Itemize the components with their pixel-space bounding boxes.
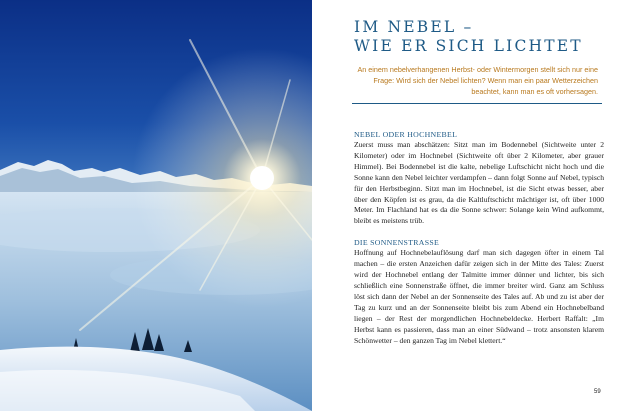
lead-paragraph-box: [352, 64, 602, 104]
chapter-title-line-2: WIE ER SICH LICHTET: [354, 37, 583, 55]
lead-paragraph: An einem nebelverhangenen Herbst- oder Wintermorgen stellt sich nur eine Frage: Wird sich der Nebel lichten? Wenn man ein paar Wetterzeichen beachtet, kann man es oft vorhersagen.: [357, 65, 598, 96]
section-heading-nebel: NEBEL ODER HOCHNEBEL: [354, 130, 458, 139]
body-text: [354, 129, 604, 346]
text-page: [312, 0, 624, 411]
page-number: 59: [594, 389, 601, 395]
section-text-sonnenstrasse: Hoffnung auf Hochnebelauflösung darf man sich dagegen öfter in einem Tal machen – die ersten Anzeichen dafür zeigen sich in der Mitte des Tales: Zuerst wird der Hochnebel entlang der Talmitte immer dünner und lichter, bis sich schließlich eine Sonnenstraße öffnet, die immer breiter wird. Ganz am Schluss löst sich dann der Nebel an der Sonnenseite des Tales auf. Ab und zu ist aber der Tag zu kurz und an der Sonnenseite bleibt bis zum Abend ein Hochnebelband liegen – der Rest der morgendlichen Hochnebeldecke. Herbert Raffalt: „Im Herbst kann es passieren, dass man an einer Südwand – trotz ansonsten klarem Schönwetter – den ganzen Tag im Nebel klettert.“: [354, 248, 604, 345]
section-heading-sonnenstrasse: DIE SONNENSTRASSE: [354, 238, 440, 248]
section-text-nebel: Zuerst muss man abschätzen: Sitzt man im Bodennebel (Sichtweite unter 2 Kilometer) oder im Hochnebel (Sichtweite oft über 2 Kilometer, aber grauer Himmel). Bei Bodennebel ist die kalte, nebelige Luftschicht nicht hoch und die Sonne kann den Nebel leichter verdampfen – dann folgt Sonne auf Nebel, typisch für den Herbstbeginn. Sitzt man im Hochnebel, ist die Sicht etwas besser, aber über den Köpfen ist es grau, da die Kaltluftschicht mächtiger ist, oft über 1000 Meter. Im Flachland hat es da die Sonne schwer: Solange kein Wind aufkommt, bleibt es meistens trüb.: [354, 140, 604, 226]
chapter-title-line-1: IM NEBEL –: [354, 18, 474, 36]
chapter-title: [354, 18, 583, 56]
